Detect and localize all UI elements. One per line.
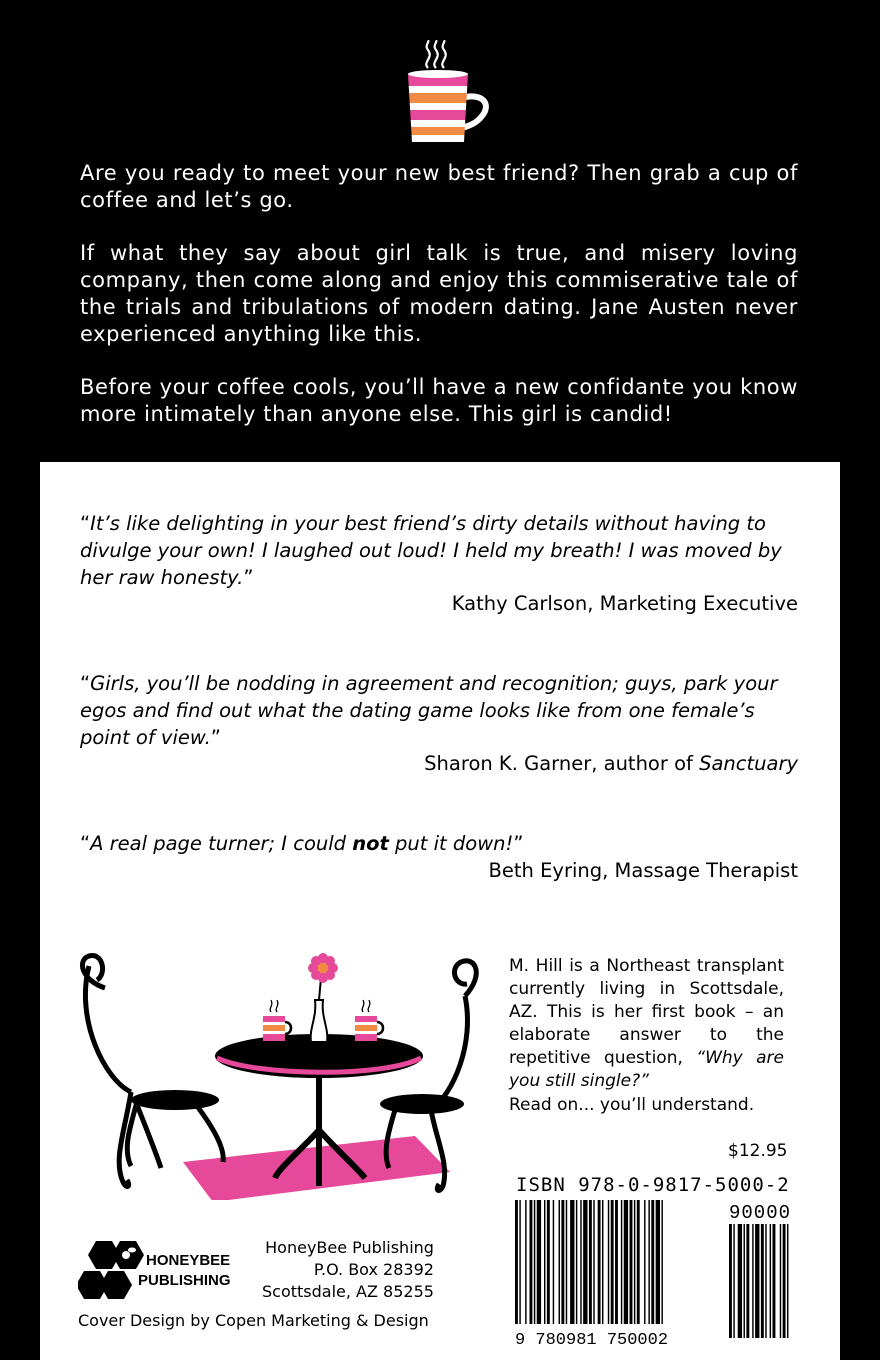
barcode-bar [644,1200,645,1338]
barcode-bar [544,1200,545,1338]
logo-line-2: PUBLISHING [138,1272,231,1289]
barcode-addon-bar [752,1224,753,1338]
blurb-paragraph-3: Before your coffee cools, you’ll have a new confidante you know more intimately than anyone else. This girl is candid! [80,375,798,426]
right-table-mug-icon [355,1000,383,1041]
isbn-barcode [515,1200,815,1350]
testimonial-1-text: It’s like delighting in your best friend’s dirty details without having to divulge your own! I laughed out loud! I held my breath! I was moved by her raw honesty. [80,512,782,589]
barcode-bar [611,1200,614,1338]
testimonial-2-text: Girls, you’ll be nodding in agreement and recognition; guys, park your egos and find out what the dating game looks like from one female’s point of view. [80,672,778,749]
close-quote: ” [243,566,254,589]
barcode-bar [648,1200,649,1338]
barcode-bar [515,1200,518,1338]
publisher-address-2: Scottsdale, AZ 85255 [262,1282,434,1301]
barcode-bars [515,1200,663,1338]
book-title: Sanctuary [699,752,798,775]
testimonial-3-text-after: put it down! [388,832,514,855]
barcode-bar [634,1200,635,1338]
testimonial-3-attribution: Beth Eyring, Massage Therapist [488,859,798,882]
barcode-addon-bars [729,1224,788,1338]
testimonial-3-bold: not [352,832,389,855]
barcode-addon-bar [733,1224,734,1338]
author-bio-question: “Why are you still single?” [509,1048,784,1091]
barcode-addon-bar [729,1224,732,1338]
cover-design-credit: Cover Design by Copen Marketing & Design [78,1311,429,1330]
barcode-addon-bar [783,1224,786,1338]
publisher-name: HoneyBee Publishing [265,1238,434,1257]
testimonial-1 [80,510,798,591]
open-quote: “ [80,832,91,855]
testimonial-3-text-before: A real page turner; I could [90,832,353,855]
attribution-prefix: Sharon K. Garner, author of [424,752,700,775]
white-panel [40,462,840,1360]
barcode-bar [534,1200,535,1338]
author-bio [509,955,784,1093]
barcode-bar [637,1200,640,1338]
barcode-bar [598,1200,601,1338]
barcode-bar [583,1200,587,1338]
barcode-bar [651,1200,654,1338]
barcode-bar [630,1200,633,1338]
testimonial-2 [80,670,798,751]
barcode-addon-bar [780,1224,781,1338]
barcode-bar [593,1200,594,1338]
barcode-bar [519,1200,520,1338]
barcode-bar [608,1200,609,1338]
flower-icon [308,953,338,983]
barcode-bar [656,1200,660,1338]
publisher-address-block [262,1237,434,1303]
open-quote: “ [80,512,91,535]
isbn-label: ISBN 978-0-9817-5000-2 [516,1174,790,1196]
barcode-bar [576,1200,577,1338]
author-bio-text: M. Hill is a Northeast transplant currently living in Scottsdale, AZ. This is her first book – an elaborate answer to the repetitive question, [509,956,784,1068]
barcode-addon-digits: 90000 [729,1202,792,1224]
read-on-line: Read on... you’ll understand. [509,1095,755,1115]
hexagon-logo-icon [78,1239,238,1301]
coffee-mug-icon [398,40,490,148]
testimonial-1-attribution: Kathy Carlson, Marketing Executive [451,592,798,615]
barcode-bar [537,1200,541,1338]
honeybee-publishing-logo [78,1239,238,1301]
barcode-addon-bar [773,1224,776,1338]
testimonial-2-attribution [424,750,798,777]
barcode-bar [570,1200,574,1338]
barcode-addon-bar [744,1224,745,1338]
close-quote: ” [513,832,524,855]
barcode-digits: 9 780981 750002 [515,1331,669,1350]
barcode-addon-bar [787,1224,788,1338]
top-blurb-section [0,0,880,462]
barcode-bar [661,1200,662,1338]
barcode-bar [559,1200,560,1338]
close-quote: ” [210,726,221,749]
barcode-bar [547,1200,550,1338]
barcode-bar [615,1200,618,1338]
barcode-bar [553,1200,554,1338]
price: $12.95 [728,1141,788,1161]
barcode-addon-bar [765,1224,766,1338]
blurb-paragraph-2: If what they say about girl talk is true, and misery loving company, then come along and enjoy this commiserative tale of the trials and tribulations of modern dating. Jane Austen never experienced anything like this. [80,241,798,346]
logo-line-1: HONEYBEE [146,1252,231,1269]
blurb-paragraph-1: Are you ready to meet your new best friend? Then grab a cup of coffee and let’s go. [80,161,798,212]
left-chair [82,956,161,1187]
barcode-bar [602,1200,603,1338]
barcode-bar [580,1200,581,1338]
barcode-bar [561,1200,564,1338]
vase [311,1000,328,1042]
cafe-table-illustration [65,940,485,1200]
barcode-bar [621,1200,622,1338]
barcode-bar [589,1200,592,1338]
left-table-mug-icon [263,1000,291,1041]
barcode-addon-bar [770,1224,771,1338]
open-quote: “ [80,672,91,695]
barcode-bar [525,1200,526,1338]
right-chair [431,961,476,1191]
barcode-bar [566,1200,567,1338]
barcode-bar [624,1200,628,1338]
barcode-addon-bar [761,1224,764,1338]
testimonial-3 [80,830,798,857]
barcode-addon-bar [755,1224,759,1338]
barcode-bar [530,1200,533,1338]
barcode-addon-bar [738,1224,742,1338]
barcode-addon-bar [746,1224,749,1338]
publisher-address-1: P.O. Box 28392 [313,1260,434,1279]
